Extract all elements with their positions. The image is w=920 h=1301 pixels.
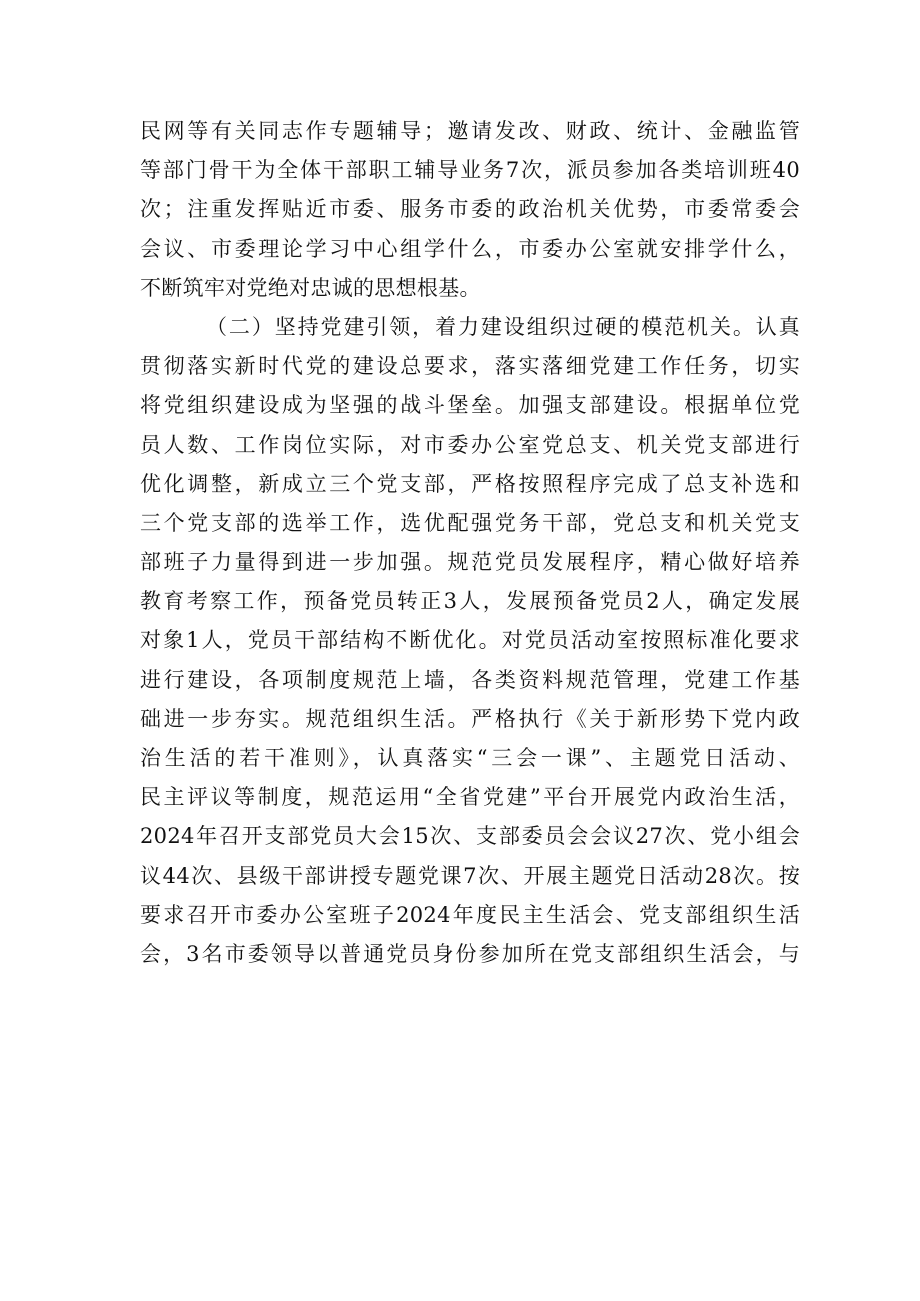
text-line: 进行建设，各项制度规范上墙，各类资料规范管理，党建工作基 bbox=[140, 667, 800, 692]
text-line: 部班子力量得到进一步加强。规范党员发展程序，精心做好培养 bbox=[140, 550, 800, 575]
text-line: 对象1人，党员干部结构不断优化。对党员活动室按照标准化要求 bbox=[140, 628, 800, 653]
text-line: 2024年召开支部党员大会15次、支部委员会会议27次、党小组会 bbox=[140, 824, 800, 849]
text-line: 要求召开市委办公室班子2024年度民主生活会、党支部组织生活 bbox=[140, 902, 800, 927]
text-line: 会议、市委理论学习中心组学什么，市委办公室就安排学什么， bbox=[140, 236, 800, 261]
text-line: 将党组织建设成为坚强的战斗堡垒。加强支部建设。根据单位党 bbox=[140, 393, 800, 418]
text-line: 优化调整，新成立三个党支部，严格按照程序完成了总支补选和 bbox=[140, 471, 800, 496]
text-line: 会，3名市委领导以普通党员身份参加所在党支部组织生活会，与 bbox=[140, 941, 800, 966]
text-line: 议44次、县级干部讲授专题党课7次、开展主题党日活动28次。按 bbox=[140, 863, 800, 888]
text-line: 等部门骨干为全体干部职工辅导业务7次，派员参加各类培训班40 bbox=[140, 158, 800, 183]
section-heading-line: （二）坚持党建引领，着力建设组织过硬的模范机关。认真 bbox=[206, 314, 800, 339]
text-line: 治生活的若干准则》，认真落实“三会一课”、主题党日活动、 bbox=[140, 746, 800, 770]
text-line: 民主评议等制度，规范运用“全省党建”平台开展党内政治生活， bbox=[140, 785, 800, 810]
body-text bbox=[140, 112, 800, 974]
text-line: 民网等有关同志作专题辅导；邀请发改、财政、统计、金融监管 bbox=[140, 119, 800, 143]
paragraph-end-line: 不断筑牢对党绝对忠诚的思想根基。 bbox=[140, 275, 481, 300]
text-line: 三个党支部的选举工作，选优配强党务干部，党总支和机关党支 bbox=[140, 510, 800, 535]
text-line: 员人数、工作岗位实际，对市委办公室党总支、机关党支部进行 bbox=[140, 432, 800, 457]
text-line: 贯彻落实新时代党的建设总要求，落实落细党建工作任务，切实 bbox=[140, 354, 800, 379]
text-line: 础进一步夯实。规范组织生活。严格执行《关于新形势下党内政 bbox=[140, 706, 800, 731]
text-line: 教育考察工作，预备党员转正3人，发展预备党员2人，确定发展 bbox=[140, 589, 800, 614]
text-line: 次；注重发挥贴近市委、服务市委的政治机关优势，市委常委会 bbox=[140, 197, 800, 222]
